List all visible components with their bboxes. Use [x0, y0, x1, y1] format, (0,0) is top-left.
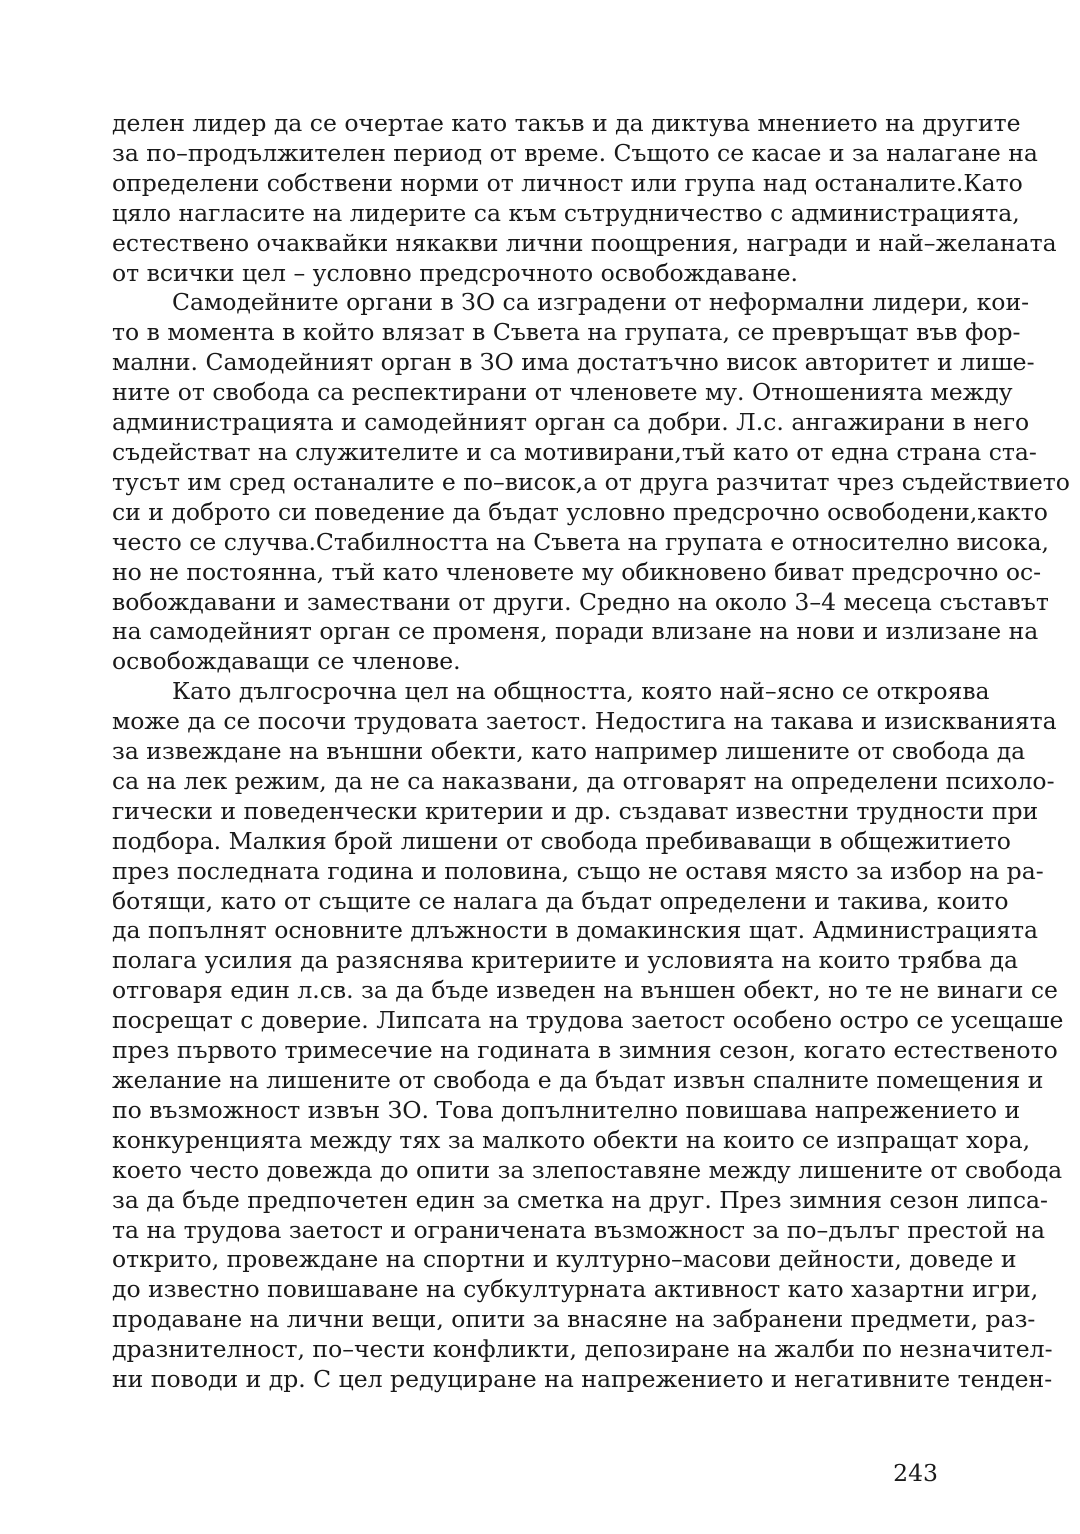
text-line: до известно повишаване на субкултурната активност като хазартни игри, — [112, 1275, 1039, 1304]
text-line: та на трудова заетост и ограничената възможност за по–дълъг престой на — [112, 1215, 1046, 1244]
text-line: открито, провеждане на спортни и културно–масови дейности, доведе и — [112, 1245, 1017, 1274]
text-line: посрещат с доверие. Липсата на трудова заетост особено остро се усещаше — [112, 1006, 1064, 1035]
page-number: 243 — [893, 1459, 938, 1487]
paragraph — [112, 677, 1064, 1395]
text-line: за да бъде предпочетен един за сметка на друг. През зимния сезон липса- — [112, 1185, 1048, 1214]
text-line: мални. Самодейният орган в ЗО има достатъчно висок авторитет и лише- — [112, 348, 1035, 377]
text-line: подбора. Малкия брой лишени от свобода пребиваващи в общежитието — [112, 826, 1011, 855]
text-line: конкуренцията между тях за малкото обекти на които се изпращат хора, — [112, 1125, 1031, 1154]
text-line: продаване на лични вещи, опити за внасяне на забранени предмети, раз- — [112, 1305, 1036, 1334]
text-line: цяло нагласите на лидерите са към сътрудничество с администрацията, — [112, 198, 1020, 227]
text-line: то в момента в който влязат в Съвета на групата, се превръщат във фор- — [112, 318, 1021, 347]
text-line: желание на лишените от свобода е да бъдат извън спалните помещения и — [112, 1066, 1044, 1094]
text-line: администрацията и самодейният орган са добри. Л.с. ангажирани в него — [112, 408, 1030, 437]
text-line: по възможност извън ЗО. Това допълнително повишава напрежението и — [112, 1095, 1021, 1124]
text-line: си и доброто си поведение да бъдат условно предсрочно освободени,както — [112, 497, 1048, 526]
text-line: през първото тримесечие на годината в зимния сезон, когато естественото — [112, 1036, 1058, 1065]
text-line: което често довежда до опити за злепоставяне между лишените от свобода — [112, 1155, 1063, 1184]
text-line: ботящи, като от същите се налага да бъдат определени и такива, които — [112, 886, 1009, 915]
text-line: вобождавани и замествани от други. Средно на около 3–4 месеца съставът — [112, 587, 1049, 616]
text-line: дразнителност, по–чести конфликти, депозиране на жалби по незначител- — [112, 1335, 1053, 1364]
body-text — [112, 109, 1070, 1395]
text-line: полага усилия да разяснява критериите и условията на които трябва да — [112, 946, 1019, 975]
text-line: определени собствени норми от личност или група над останалите.Като — [112, 168, 1023, 197]
text-line: да попълнят основните длъжности в домакинския щат. Администрацията — [112, 916, 1038, 945]
text-line: за по–продължителен период от време. Същото се касае и за налагане на — [112, 138, 1038, 167]
text-line: ните от свобода са респектирани от членовете му. Отношенията между — [112, 378, 1013, 407]
text-line: делен лидер да се очертае като такъв и да диктува мнението на другите — [112, 109, 1021, 137]
text-line: съдействат на служителите и са мотивирани,тъй като от една страна ста- — [112, 437, 1037, 466]
text-line: са на лек режим, да не са наказвани, да отговарят на определени психоло- — [112, 766, 1055, 795]
text-line: естествено очаквайки някакви лични поощрения, награди и най–желаната — [112, 228, 1057, 257]
text-line: от всички цел – условно предсрочното освобождаване. — [112, 258, 799, 287]
text-line: но не постоянна, тъй като членовете му обикновено биват предсрочно ос- — [112, 557, 1042, 586]
text-line: на самодейният орган се променя, поради влизане на нови и излизане на — [112, 617, 1039, 646]
text-line: през последната година и половина, също не оставя място за избор на ра- — [112, 856, 1044, 885]
paragraph — [112, 288, 1070, 677]
text-line: за извеждане на външни обекти, като например лишените от свобода да — [112, 737, 1026, 766]
text-line: Самодейните органи в ЗО са изградени от неформални лидери, кои- — [172, 288, 1030, 317]
text-line: често се случва.Стабилността на Съвета на групата е относително висока, — [112, 527, 1049, 556]
text-line: ни поводи и др. С цел редуциране на напрежението и негативните тенден- — [112, 1365, 1053, 1394]
text-line: Като дългосрочна цел на общността, която най–ясно се откроява — [172, 677, 990, 706]
text-line: тусът им сред останалите е по–висок,а от друга разчитат чрез съдействието — [112, 467, 1070, 496]
text-line: отговаря един л.св. за да бъде изведен на външен обект, но те не винаги се — [112, 976, 1058, 1005]
text-line: гически и поведенчески критерии и др. създават известни трудности при — [112, 796, 1039, 825]
text-line: може да се посочи трудовата заетост. Недостига на такава и изискванията — [112, 707, 1057, 736]
paragraph — [112, 109, 1057, 288]
text-line: освобождаващи се членове. — [112, 647, 461, 676]
